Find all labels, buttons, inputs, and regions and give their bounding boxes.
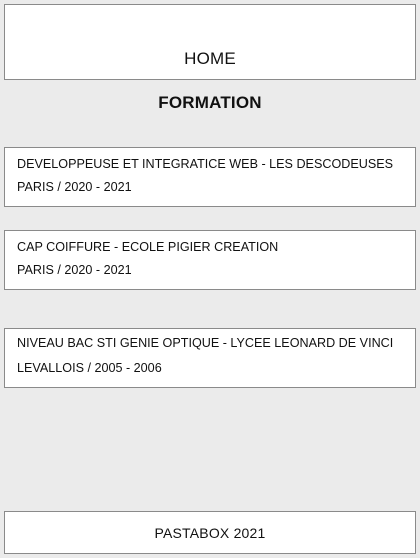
formation-details: PARIS / 2020 - 2021	[17, 180, 132, 194]
site-footer	[4, 511, 416, 554]
nav-home-link[interactable]: HOME	[184, 49, 236, 68]
formation-card	[4, 147, 416, 207]
footer-text: PASTABOX 2021	[154, 524, 266, 541]
formation-card	[4, 230, 416, 290]
formation-details: PARIS / 2020 - 2021	[17, 263, 132, 277]
formation-card	[4, 328, 416, 388]
formation-title: NIVEAU BAC STI GENIE OPTIQUE - LYCEE LEONARD DE VINCI	[17, 336, 394, 350]
formation-details: LEVALLOIS / 2005 - 2006	[17, 361, 162, 375]
site-header	[4, 4, 416, 80]
formation-title: CAP COIFFURE - ECOLE PIGIER CREATION	[17, 240, 279, 254]
formation-title: DEVELOPPEUSE ET INTEGRATICE WEB - LES DESCODEUSES	[17, 157, 394, 171]
page-title: FORMATION	[158, 93, 262, 112]
